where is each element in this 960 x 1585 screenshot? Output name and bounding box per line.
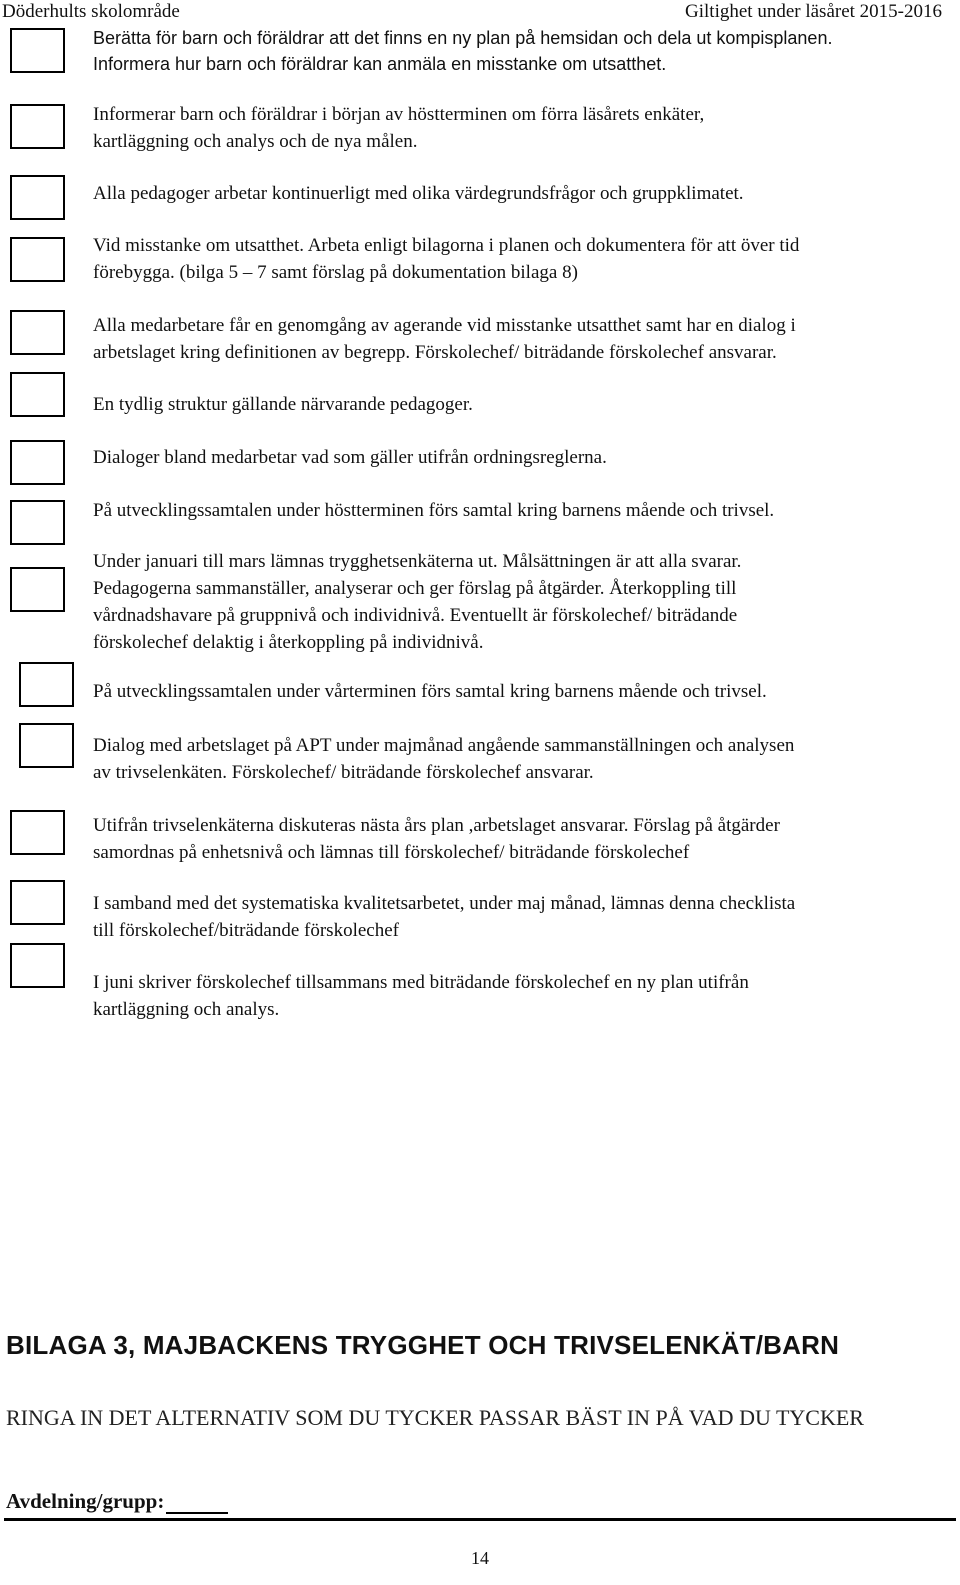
checklist-item-text: Utifrån trivselenkäterna diskuteras nästa års plan ,arbetslaget ansvarar. Förslag på åtgärder samordnas på enhetsnivå och lämnas till förskolechef/ biträdande förskolechef [93, 815, 780, 863]
checklist-item-text: En tydlig struktur gällande närvarande pedagoger. [93, 394, 473, 415]
checkbox[interactable] [10, 104, 65, 149]
divider [4, 1518, 956, 1521]
checkbox[interactable] [10, 440, 65, 485]
checklist-item-text: Berätta för barn och föräldrar att det finns en ny plan på hemsidan och dela ut kompisplanen. Informera hur barn och föräldrar kan anmäla en misstanke om utsatthet. [93, 28, 833, 74]
checklist-item-text: Vid misstanke om utsatthet. Arbeta enligt bilagorna i planen och dokumentera för att över tid förebygga. (bilga 5 – 7 samt förslag på dokumentation bilaga 8) [93, 235, 800, 283]
checkbox[interactable] [10, 567, 65, 612]
group-label: Avdelning/grupp: [6, 1489, 165, 1513]
page-header [0, 0, 960, 24]
group-field [6, 1489, 228, 1514]
checklist-item-text: Dialog med arbetslaget på APT under majmånad angående sammanställningen och analysen av trivselenkäten. Förskolechef/ biträdande förskolechef ansvarar. [93, 735, 795, 783]
page-number: 14 [471, 1548, 489, 1568]
checklist-item-text: Under januari till mars lämnas trygghetsenkäterna ut. Målsättningen är att alla svarar. Pedagogerna sammanställer, analyserar och ger förslag på åtgärder. Återkoppling till vårdnadshavare på gruppnivå och individnivå. Eventuellt är förskolechef/ biträdande förskolechef delaktig i återkoppling på individnivå. [93, 551, 742, 653]
checkbox[interactable] [10, 500, 65, 545]
checkbox[interactable] [10, 943, 65, 988]
checklist-item-text: På utvecklingssamtalen under vårterminen förs samtal kring barnens mående och trivsel. [93, 681, 767, 702]
header-school-area: Döderhults skolområde [2, 1, 180, 22]
checkbox[interactable] [10, 28, 65, 73]
checklist-item-text: I samband med det systematiska kvalitetsarbetet, under maj månad, lämnas denna checklista till förskolechef/biträdande förskolechef [93, 893, 796, 941]
appendix-title: BILAGA 3, MAJBACKENS TRYGGHET OCH TRIVSELENKÄT/BARN [6, 1330, 840, 1360]
checklist-item-text: Informerar barn och föräldrar i början av höstterminen om förra läsårets enkäter, kartläggning och analys och de nya målen. [93, 104, 705, 152]
instruction-text: RINGA IN DET ALTERNATIV SOM DU TYCKER PASSAR BÄST IN PÅ VAD DU TYCKER [6, 1405, 864, 1430]
header-validity: Giltighet under läsåret 2015-2016 [685, 1, 942, 22]
checkbox[interactable] [10, 810, 65, 855]
checklist-item-text: I juni skriver förskolechef tillsammans med biträdande förskolechef en ny plan utifrån kartläggning och analys. [93, 972, 749, 1020]
checklist-item-text: Alla pedagoger arbetar kontinuerligt med olika värdegrundsfrågor och gruppklimatet. [93, 183, 744, 204]
checkbox[interactable] [19, 723, 74, 768]
checklist-item-text: Dialoger bland medarbetar vad som gäller utifrån ordningsreglerna. [93, 447, 607, 468]
checklist-item-text: Alla medarbetare får en genomgång av agerande vid misstanke utsatthet samt har en dialog i arbetslaget kring definitionen av begrepp. Förskolechef/ biträdande förskolechef ansvarar. [93, 315, 796, 363]
checkbox[interactable] [10, 880, 65, 925]
checkbox[interactable] [10, 372, 65, 417]
checkbox[interactable] [19, 662, 74, 707]
checkbox[interactable] [10, 310, 65, 355]
checkbox[interactable] [10, 237, 65, 282]
group-input-line[interactable] [166, 1512, 228, 1514]
checklist-item-text: På utvecklingssamtalen under höstterminen förs samtal kring barnens mående och trivsel. [93, 500, 775, 521]
checkbox[interactable] [10, 175, 65, 220]
